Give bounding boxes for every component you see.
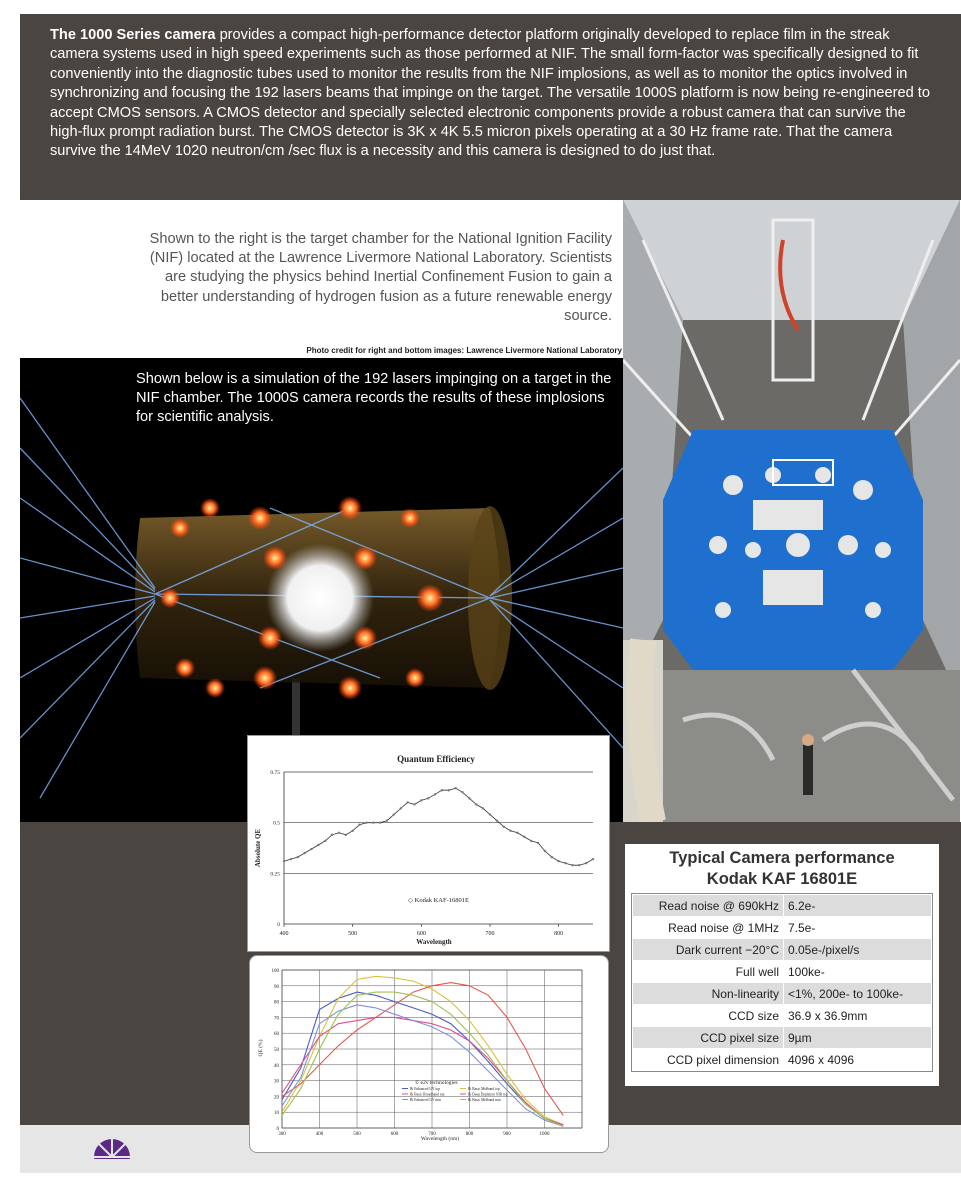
- spec-label: CCD size: [633, 1005, 784, 1027]
- spec-value: 4096 x 4096: [784, 1049, 932, 1071]
- qe-data-point: [406, 801, 408, 803]
- qe-series-line: [284, 788, 593, 865]
- spec-label: Non-linearity: [633, 983, 784, 1005]
- logo-mark-icon: [88, 1133, 132, 1173]
- spec-row: [633, 1049, 932, 1071]
- nif-chamber-illustration: [623, 200, 960, 822]
- e2v-y-tick-label: 80: [274, 1000, 279, 1006]
- spec-value: 9µm: [784, 1027, 932, 1049]
- qe-data-point: [358, 823, 360, 825]
- qe-y-axis-label: Absolute QE: [254, 828, 262, 868]
- e2v-x-tick-label: 700: [428, 1132, 436, 1137]
- qe-data-point: [523, 836, 525, 838]
- qe-data-point: [331, 834, 333, 836]
- qe-data-point: [324, 840, 326, 842]
- qe-data-point: [537, 842, 539, 844]
- e2v-qe-chart: [249, 955, 609, 1153]
- e2v-x-tick-label: 900: [503, 1132, 511, 1137]
- qe-data-point: [427, 797, 429, 799]
- e2v-x-tick-label: 600: [390, 1132, 399, 1137]
- qe-y-tick-label: 0.75: [270, 770, 280, 776]
- qe-x-axis-label: Wavelength: [416, 938, 452, 946]
- spec-row: [633, 983, 932, 1005]
- e2v-y-tick-label: 30: [274, 1079, 279, 1085]
- e2v-x-tick-label: 1000: [539, 1132, 550, 1137]
- qe-data-point: [441, 789, 443, 791]
- spec-title-line2: Kodak KAF 16801E: [706, 870, 858, 888]
- simulation-caption: Shown below is a simulation of the 192 lasers impinging on a target in the NIF chamber. The 1000S camera records the results of these implosions for scientific analysis.: [136, 371, 612, 426]
- qe-data-point: [496, 819, 498, 821]
- qe-data-point: [509, 830, 511, 832]
- spec-row: [633, 939, 932, 961]
- qe-data-point: [454, 787, 456, 789]
- qe-y-tick-label: 0.5: [273, 820, 280, 827]
- spec-value: 100ke-: [784, 961, 932, 983]
- e2v-legend-entry: Bi Enhanced UV min: [410, 1098, 441, 1102]
- e2v-y-tick-label: 100: [271, 969, 279, 974]
- spec-value: 36.9 x 36.9mm: [784, 1005, 932, 1027]
- qe-data-point: [379, 821, 381, 823]
- e2v-x-tick-label: 400: [315, 1132, 324, 1137]
- photo-credit: Photo credit for right and bottom images: Lawrence Livermore National Laboratory: [306, 346, 622, 355]
- qe-data-point: [468, 797, 470, 799]
- intro-bold-lead: The 1000 Series camera: [50, 27, 216, 43]
- qe-data-point: [413, 803, 415, 805]
- quantum-efficiency-chart: [247, 735, 610, 952]
- spec-label: CCD pixel dimension: [633, 1049, 784, 1071]
- qe-chart-svg: [248, 736, 609, 951]
- spec-label: Dark current −20°C: [633, 939, 784, 961]
- e2v-legend-entry: Bi Deep Depletion NIR top: [468, 1092, 508, 1097]
- e2v-legend-entry: Bi Enhanced UV top: [410, 1087, 440, 1091]
- qe-x-tick-label: 800: [554, 931, 564, 937]
- spec-title: [625, 848, 939, 890]
- qe-data-point: [283, 860, 285, 862]
- e2v-y-tick-label: 40: [274, 1063, 279, 1069]
- qe-data-point: [585, 862, 587, 864]
- e2v-y-tick-label: 70: [274, 1016, 279, 1022]
- qe-data-point: [297, 856, 299, 858]
- qe-data-point: [338, 832, 340, 834]
- e2v-y-tick-label: 0: [276, 1127, 279, 1132]
- qe-data-point: [530, 840, 532, 842]
- qe-data-point: [461, 791, 463, 793]
- e2v-legend-entry: Bi Basic Midband top: [468, 1087, 500, 1091]
- e2v-y-tick-label: 10: [274, 1111, 279, 1117]
- qe-data-point: [317, 844, 319, 846]
- spec-row: [633, 917, 932, 939]
- spec-value: <1%, 200e- to 100ke-: [784, 983, 932, 1005]
- qe-y-tick-label: 0: [277, 922, 280, 928]
- spec-label: CCD pixel size: [633, 1027, 784, 1049]
- qe-data-point: [578, 864, 580, 866]
- spec-value: 7.5e-: [784, 917, 932, 939]
- qe-data-point: [420, 799, 422, 801]
- e2v-chart-svg: [250, 956, 608, 1152]
- qe-data-point: [386, 819, 388, 821]
- qe-data-point: [475, 803, 477, 805]
- e2v-y-axis-label: QE (%): [258, 1039, 264, 1057]
- e2v-legend-entry: Bi Basic Midband min: [468, 1098, 501, 1102]
- qe-data-point: [345, 834, 347, 836]
- spec-row: [633, 961, 932, 983]
- e2v-series-line: [282, 992, 563, 1126]
- qe-data-point: [482, 807, 484, 809]
- qe-data-point: [290, 858, 292, 860]
- spec-label: Read noise @ 690kHz: [633, 895, 784, 917]
- qe-data-point: [393, 813, 395, 815]
- qe-x-tick-label: 500: [348, 931, 358, 937]
- e2v-y-tick-label: 60: [274, 1032, 279, 1038]
- spec-row: [633, 895, 932, 917]
- e2v-legend-entry: Bi Basic Broadband top: [410, 1092, 445, 1097]
- e2v-series-line: [282, 1017, 563, 1124]
- spec-title-line1: Typical Camera performance: [669, 849, 895, 867]
- spec-value: 0.05e-/pixel/s: [784, 939, 932, 961]
- qe-data-point: [400, 807, 402, 809]
- qe-data-point: [571, 864, 573, 866]
- qe-data-point: [564, 862, 566, 864]
- e2v-x-axis-label: Wavelength (nm): [420, 1136, 460, 1142]
- e2v-y-tick-label: 50: [274, 1048, 279, 1053]
- qe-data-point: [448, 789, 450, 791]
- qe-x-tick-label: 600: [416, 931, 426, 937]
- nif-caption: Shown to the right is the target chamber for the National Ignition Facility (NIF) located at the Lawrence Livermore National Laboratory. Scientists are studying the physics behind Inertial Confinement Fusion to gain a better understanding of hydrogen fusion as a future renewable energy source.: [149, 231, 612, 324]
- camera-performance-box: [625, 844, 939, 1086]
- qe-data-point: [544, 850, 546, 852]
- qe-data-point: [489, 813, 491, 815]
- spec-label: Read noise @ 1MHz: [633, 917, 784, 939]
- spec-table: [632, 894, 932, 1071]
- qe-y-tick-label: 0.25: [270, 871, 280, 878]
- intro-body: provides a compact high-performance detector platform originally developed to replace film in the streak camera systems used in high speed experiments such as those performed at NIF. The small form-factor was specifically designed to fit conveniently into the diagnostic tubes used to monitor the results from the NIF implosions, as well as to monitor the optics involved in synchronizing and focusing the 192 lasers beams that impinge on the target. The versatile 1000S platform is now being re-engineered to accept CMOS sensors. A CMOS detector and specially selected electronic components provide a robust camera that can survive the high-flux prompt radiation burst. The CMOS detector is 3K x 4K 5.5 micron pixels operating at a 30 Hz frame rate. That the camera survive the 14MeV 1020 neutron/cm /sec flux is a necessity and this camera is designed to do just that.: [50, 27, 930, 160]
- e2v-series-line: [282, 1005, 563, 1127]
- e2v-x-tick-label: 800: [465, 1132, 474, 1137]
- qe-chart-title: Quantum Efficiency: [397, 754, 475, 764]
- intro-panel: [20, 14, 961, 200]
- spec-row: [633, 1005, 932, 1027]
- qe-data-point: [516, 832, 518, 834]
- qe-legend-entry: ◇ Kodak KAF-16801E: [408, 897, 469, 904]
- qe-data-point: [372, 821, 374, 823]
- qe-data-point: [503, 826, 505, 828]
- qe-data-point: [592, 858, 594, 860]
- qe-data-point: [365, 821, 367, 823]
- e2v-x-tick-label: 300: [278, 1132, 286, 1137]
- qe-data-point: [557, 860, 559, 862]
- e2v-x-tick-label: 500: [353, 1132, 361, 1137]
- qe-data-point: [351, 830, 353, 832]
- spec-label: Full well: [633, 961, 784, 983]
- qe-data-point: [434, 793, 436, 795]
- spec-value: 6.2e-: [784, 895, 932, 917]
- e2v-y-tick-label: 90: [274, 984, 279, 990]
- e2v-y-tick-label: 20: [274, 1095, 279, 1101]
- qe-data-point: [303, 852, 305, 854]
- e2v-legend-title: © e2v technologies: [415, 1080, 458, 1086]
- qe-data-point: [551, 856, 553, 858]
- spec-row: [633, 1027, 932, 1049]
- nif-target-chamber-photo: [623, 200, 960, 822]
- qe-data-point: [310, 848, 312, 850]
- company-logo: [88, 1133, 132, 1178]
- qe-x-tick-label: 700: [485, 931, 495, 937]
- qe-x-tick-label: 400: [279, 931, 289, 937]
